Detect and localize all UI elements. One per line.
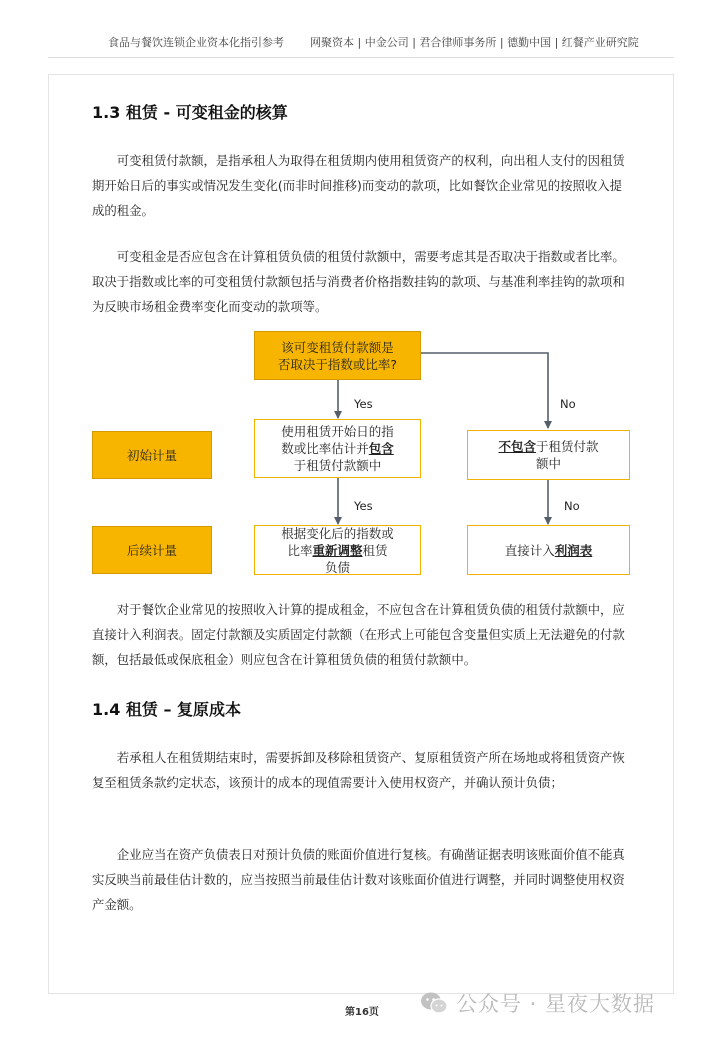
flow-label-initial-text: 初始计量 [126, 447, 177, 463]
edge-label-yes-1: Yes [354, 397, 373, 411]
flow-no-initial-line-1-suffix: 于租赁付款 [536, 439, 599, 454]
flow-yes-subsequent-line-3: 负债 [324, 559, 350, 575]
flow-yes-initial-line-1: 使用租赁开始日的指 [281, 424, 394, 439]
flow-question-box [254, 331, 421, 380]
header-orgs: 网聚资本 | 中金公司 | 君合律师事务所 | 德勤中国 | 红餐产业研究院 [310, 36, 639, 49]
section-1-3-para-2: 可变租金是否应包含在计算租赁负债的租赁付款额中，需要考虑其是否取决于指数或者比率。取决于指数或比率的可变租赁付款额包括与消费者价格指数挂钩的款项、与基准利率挂钩的款项和为反映市场租金费率变化而变动的款项等。 [92, 249, 625, 314]
flow-yes-initial-line-2-prefix: 数或比率估计并 [281, 441, 369, 456]
wechat-icon [420, 991, 448, 1015]
edge-label-yes-2: Yes [354, 499, 373, 513]
section-1-4-title: 1.4 租赁 – 复原成本 [92, 700, 242, 719]
section-1-4-para-1: 若承租人在租赁期结束时，需要拆卸及移除租赁资产、复原租赁资产所在场地或将租赁资产恢复至租赁条款约定状态，该预计的成本的现值需要计入使用权资产，并确认预计负债； [92, 750, 625, 790]
flow-no-subsequent-prefix: 直接计入 [504, 542, 555, 558]
watermark [420, 988, 655, 1018]
section-1-3-para-1: 可变租赁付款额，是指承租人为取得在租赁期内使用租赁资产的权利，向出租人支付的因租赁期开始日后的事实或情况发生变化(而非时间推移)而变动的款项，比如餐饮企业常见的按照收入提成的租金。 [92, 153, 625, 218]
flow-yes-subsequent-line-2-suffix: 租赁 [362, 542, 388, 558]
flow-no-subsequent-box [467, 525, 630, 575]
flow-label-initial [92, 431, 212, 479]
flow-label-subsequent [92, 526, 212, 574]
flow-no-initial-box [467, 430, 630, 480]
edge-label-no-1: No [560, 397, 576, 411]
section-1-3-para-3: 对于餐饮企业常见的按照收入计算的提成租金，不应包含在计算租赁负债的租赁付款额中，应直接计入利润表。固定付款额及实质固定付款额（在形式上可能包含变量但实质上无法避免的付款额，包括最低或保底租金）则应包含在计算租赁负债的租赁付款额中。 [92, 602, 625, 667]
flow-label-subsequent-text: 后续计量 [126, 542, 177, 558]
page-number: 第16页 [345, 1007, 379, 1018]
flow-yes-subsequent-emph: 重新调整 [312, 542, 363, 558]
flow-yes-subsequent-box [254, 525, 421, 575]
arrow-question-to-no [421, 353, 548, 428]
section-1-3-title: 1.3 租赁 - 可变租金的核算 [92, 103, 288, 122]
flow-yes-initial-line-3: 于租赁付款额中 [293, 458, 382, 473]
flow-yes-initial-emph: 包含 [368, 441, 394, 456]
flow-no-initial-line-2: 额中 [535, 456, 561, 471]
flow-yes-subsequent-line-2-prefix: 比率 [287, 542, 313, 558]
header-doc-title: 食品与餐饮连锁企业资本化指引参考 [108, 36, 284, 49]
flow-question-line-1: 该可变租赁付款额是 [281, 339, 394, 355]
edge-label-no-2: No [564, 499, 580, 513]
flow-no-initial-emph: 不包含 [498, 439, 536, 454]
flow-yes-subsequent-line-1: 根据变化后的指数或 [281, 525, 394, 541]
flow-question-line-2: 否取决于指数或比率? [277, 356, 398, 372]
section-1-4-para-2: 企业应当在资产负债表日对预计负债的账面价值进行复核。有确凿证据表明该账面价值不能真实反映当前最佳估计数的，应当按照当前最佳估计数对该账面价值进行调整，并同时调整使用权资产金额。 [92, 847, 625, 912]
flow-no-subsequent-emph: 利润表 [554, 542, 593, 558]
flow-yes-initial-box [254, 419, 421, 478]
watermark-text: 公众号 · 星夜大数据 [456, 992, 656, 1016]
